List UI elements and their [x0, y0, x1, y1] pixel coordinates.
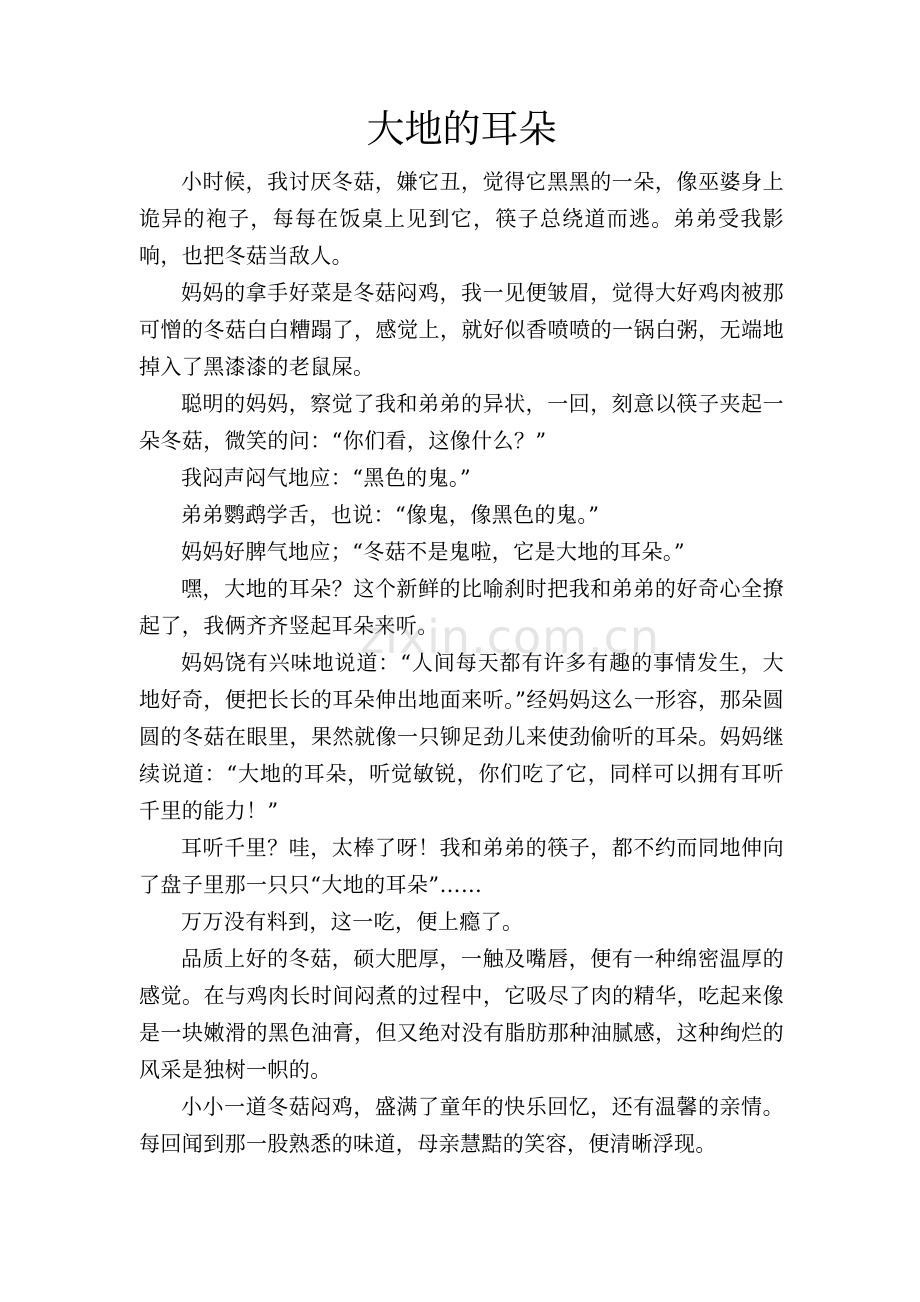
paragraph-2: 妈妈的拿手好菜是冬菇闷鸡，我一见便皱眉，觉得大好鸡肉被那可憎的冬菇白白糟蹋了，感觉上，就好似香喷喷的一锅白粥，无端地掉入了黑漆漆的老鼠屎。	[139, 281, 784, 379]
document-title: 大地的耳朵	[366, 107, 557, 151]
paragraph-10: 万万没有料到，这一吃，便上瘾了。	[181, 910, 524, 934]
paragraph-4: 我闷声闷气地应：“黑色的鬼。”	[181, 466, 471, 490]
paragraph-11: 品质上好的冬菇，硕大肥厚，一触及嘴唇，便有一种绵密温厚的感觉。在与鸡肉长时间闷煮的过程中，它吸尽了肉的精华，吃起来像是一块嫩滑的黑色油膏，但又绝对没有脂肪那种油腻感，这种绚烂的风采是独树一帜的。	[139, 947, 784, 1082]
paragraph-8: 妈妈饶有兴味地说道：“人间每天都有许多有趣的事情发生，大地好奇，便把长长的耳朵伸出地面来听。”经妈妈这么一形容，那朵圆圆的冬菇在眼里，果然就像一只铆足劲儿来使劲偷听的耳朵。妈妈继续说道：“大地的耳朵，听觉敏锐，你们吃了它，同样可以拥有耳听千里的能力！”	[139, 651, 784, 823]
watermark: zixin.com.cn	[360, 610, 661, 664]
paragraph-7: 嘿，大地的耳朵？这个新鲜的比喻刹时把我和弟弟的好奇心全撩起了，我俩齐齐竖起耳朵来听。	[139, 577, 784, 638]
paragraph-3: 聪明的妈妈，察觉了我和弟弟的异状，一回，刻意以筷子夹起一朵冬菇，微笑的问：“你们看，这像什么？”	[139, 392, 784, 453]
paragraph-5: 弟弟鹦鹉学舌，也说：“像鬼，像黑色的鬼。”	[181, 503, 600, 527]
paragraph-1: 小时候，我讨厌冬菇，嫌它丑，觉得它黑黑的一朵，像巫婆身上诡异的袍子，每每在饭桌上见到它，筷子总绕道而逃。弟弟受我影响，也把冬菇当敌人。	[139, 170, 784, 268]
document-page	[139, 100, 784, 1163]
paragraph-12: 小小一道冬菇闷鸡，盛满了童年的快乐回忆，还有温馨的亲情。每回闻到那一股熟悉的味道，母亲慧黠的笑容，便清晰浮现。	[139, 1095, 784, 1156]
paragraph-9: 耳听千里？哇，太棒了呀！我和弟弟的筷子，都不约而同地伸向了盘子里那一只只“大地的耳朵”……	[139, 836, 784, 897]
paragraph-6: 妈妈好脾气地应；“冬菇不是鬼啦，它是大地的耳朵。”	[181, 540, 685, 564]
